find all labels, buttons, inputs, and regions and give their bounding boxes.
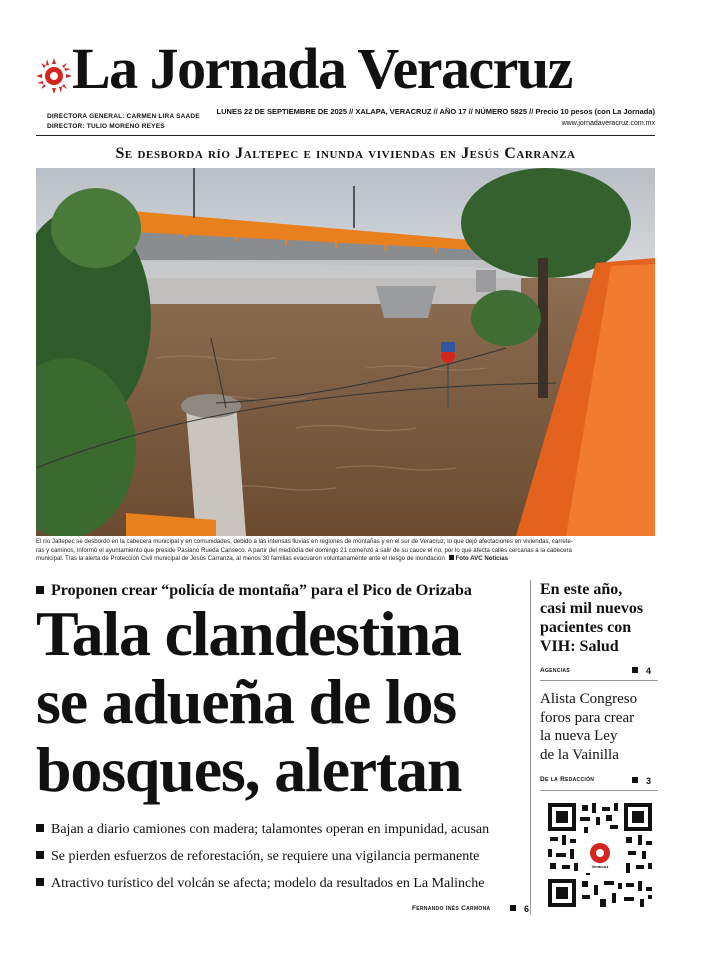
qr-label: Veracruz <box>591 864 609 869</box>
sidebar-byline: Agencias <box>540 667 570 674</box>
caption-line <box>36 555 658 564</box>
headline-line: VIH: Salud <box>540 638 619 655</box>
sidebar-page-ref[interactable] <box>632 776 651 786</box>
main-headline[interactable] <box>36 600 536 804</box>
subheadline-text: Proponen crear “policía de montaña” para el Pico de Orizaba <box>51 582 472 599</box>
headline-line: casi mil nuevos <box>540 600 644 617</box>
photo-credit: Foto AVC Noticias <box>455 555 509 562</box>
square-bullet-icon <box>36 586 44 594</box>
page-number: 6 <box>524 904 530 914</box>
masthead-title: La Jornada Veracruz <box>72 36 572 101</box>
photo-caption <box>36 538 658 564</box>
square-bullet-icon <box>36 824 44 832</box>
flood-photo <box>36 168 655 536</box>
bullet-item <box>36 822 489 838</box>
headline-line: Alista Congreso <box>540 691 638 707</box>
sidebar-story-vainilla[interactable] <box>540 690 665 764</box>
website-link[interactable]: www.jornadaveracruz.com.mx <box>561 120 655 127</box>
bullet-text: Atractivo turístico del volcán se afecta; modelo da resultados en La Malinche <box>51 876 485 891</box>
headline-line: la nueva Ley <box>540 728 618 744</box>
director-general: DIRECTORA GENERAL: CARMEN LIRA SAADE <box>47 113 200 120</box>
headline-line: bosques, alertan <box>36 734 462 805</box>
sidebar-story-vih[interactable] <box>540 580 660 656</box>
bullet-text: Se pierden esfuerzos de reforestación, se requiere una vigilancia permanente <box>51 849 480 864</box>
square-bullet-icon <box>632 777 638 783</box>
masthead-rule <box>36 135 655 136</box>
headline-line: En este año, <box>540 581 623 598</box>
column-divider <box>530 580 531 915</box>
page-number: 4 <box>646 666 652 676</box>
bullet-item <box>36 849 479 865</box>
main-byline: Fernando Inés Carmona <box>412 905 491 912</box>
caption-line: ras y caminos, informó el ayuntamiento que preside Pasiano Rueda Canseco. A partir del mediodía del domingo 21 comenzó a salir de su cauce el río, por lo que afecta calles cercanas a la cabecera <box>36 546 572 554</box>
sidebar-divider <box>540 680 658 681</box>
headline-line: se adueña de los <box>36 666 456 737</box>
sidebar-page-ref[interactable] <box>632 666 651 676</box>
bullet-item <box>36 876 484 892</box>
headline-line: pacientes con <box>540 619 632 636</box>
main-page-ref[interactable] <box>510 904 529 914</box>
square-bullet-icon <box>632 667 638 673</box>
square-bullet-icon <box>36 851 44 859</box>
top-story-kicker[interactable]: Se desborda río Jaltepec e inunda viviendas en Jesús Carranza <box>115 145 576 162</box>
caption-line: El río Jaltepec se desbordó en la cabecera municipal y en comunidades, debido a las intensas lluvias en regiones de montañas y en el sur de Veracruz, lo que dejó afectaciones en viviendas, carrete- <box>36 538 573 545</box>
headline-line: Tala clandestina <box>36 598 461 669</box>
sidebar-byline: De la Redacción <box>540 776 595 783</box>
headline-line: de la Vainilla <box>540 746 619 763</box>
director: DIRECTOR: TULIO MORENO REYES <box>47 123 165 130</box>
square-bullet-icon <box>36 878 44 886</box>
bullet-text: Bajan a diario camiones con madera; talamontes operan en impunidad, acusan <box>51 822 490 837</box>
sun-logo-icon <box>36 58 72 94</box>
square-bullet-icon <box>510 905 516 911</box>
dateline: LUNES 22 DE SEPTIEMBRE DE 2025 // XALAPA, VERACRUZ // AÑO 17 // NÚMERO 5825 // Precio 10 pesos (con La Jornada) <box>216 107 655 116</box>
qr-code-icon[interactable] <box>548 803 652 907</box>
sidebar-divider <box>540 790 658 791</box>
caption-text: municipal. Tras la alerta de Protección Civil municipal de Jesús Carranza, al menos 30 familias evacuaron voluntariamente ante el riesgo de inundación <box>36 555 445 562</box>
headline-line: foros para crear <box>540 709 635 726</box>
page-number: 3 <box>646 776 652 786</box>
